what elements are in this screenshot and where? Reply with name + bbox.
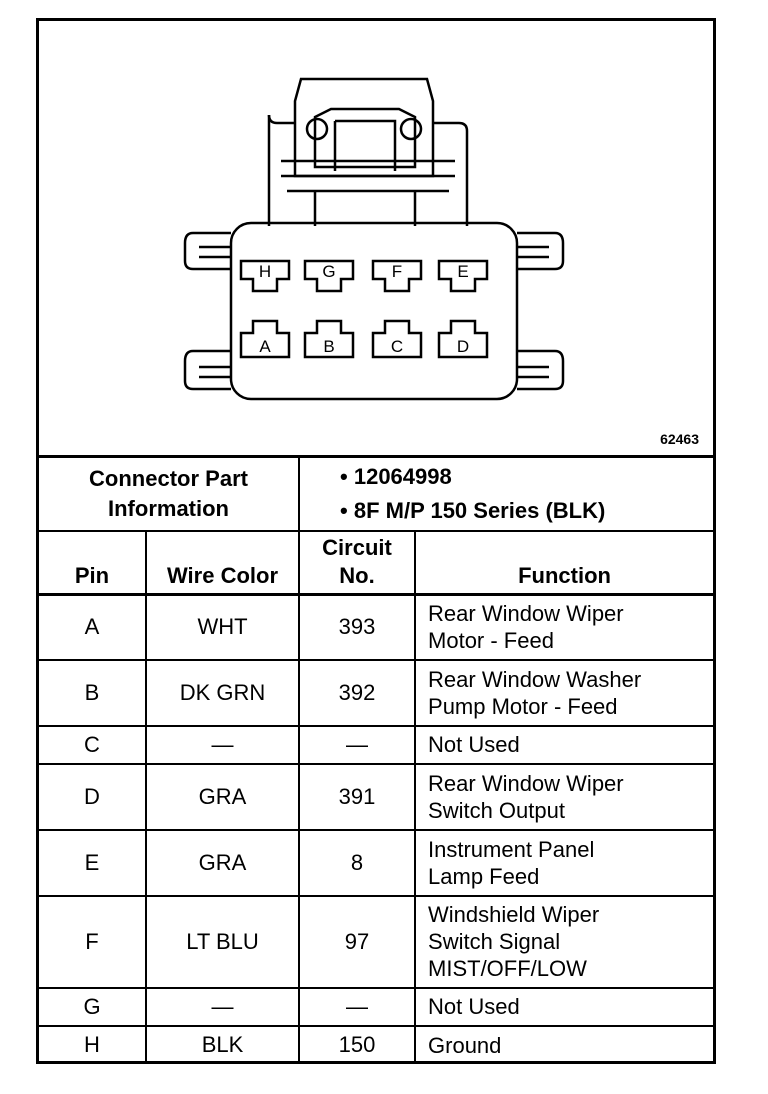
right-upper-wing-lines (517, 247, 549, 257)
pin-cell: B (39, 660, 146, 726)
wire-color-cell: WHT (146, 595, 299, 660)
latch-tongue (335, 121, 395, 171)
circuit-cell: — (299, 726, 415, 764)
left-upper-wing-lines (199, 247, 231, 257)
shroud-ribs (281, 161, 455, 191)
connector-figure (39, 21, 713, 455)
table-row (39, 1026, 713, 1064)
pin-cell: C (39, 726, 146, 764)
function-cell (415, 1026, 713, 1064)
left-lower-wing-lines (199, 367, 231, 377)
table-row (39, 988, 713, 1026)
circuit-cell: 97 (299, 896, 415, 988)
function-line: Not Used (428, 732, 520, 757)
wire-color-cell: — (146, 726, 299, 764)
pin-cell: D (39, 764, 146, 830)
pin-cell: F (39, 896, 146, 988)
function-line: Rear Window Wiper (428, 770, 624, 796)
table-row (39, 660, 713, 726)
circuit-cell: 391 (299, 764, 415, 830)
pin-cell: E (39, 830, 146, 896)
connector-info-item: • 12064998 (340, 463, 452, 489)
connector-info-item: • 8F M/P 150 Series (BLK) (340, 497, 606, 523)
connector-sheet (36, 18, 716, 1064)
pin-cell: H (39, 1026, 146, 1064)
latch-left-knob (307, 119, 327, 139)
function-cell (415, 595, 713, 660)
function-cell (415, 896, 713, 988)
cavity-label-e: E (457, 262, 469, 281)
cavity-label-b: B (323, 337, 335, 356)
right-lower-wing-lines (517, 367, 549, 377)
table-row (39, 726, 713, 764)
pin-cell: G (39, 988, 146, 1026)
function-cell (415, 764, 713, 830)
pinout-table (39, 455, 713, 1064)
right-lower-wing (517, 351, 563, 389)
figure-id: 62463 (660, 431, 699, 447)
function-line: Switch Signal (428, 929, 561, 954)
cavity-label-g: G (322, 262, 336, 281)
circuit-cell: — (299, 988, 415, 1026)
cavity-label-c: C (390, 337, 404, 356)
shroud-right (269, 115, 467, 226)
latch-inner (315, 109, 415, 167)
function-line: Ground (428, 1032, 502, 1058)
wire-color-cell: LT BLU (146, 896, 299, 988)
function-line: Pump Motor - Feed (428, 693, 618, 719)
connector-info-title-line1: Connector Part (89, 465, 248, 491)
function-cell (415, 660, 713, 726)
header-circuit-line2: No. (339, 563, 375, 589)
right-upper-wing (517, 233, 563, 269)
left-lower-wing (185, 351, 231, 389)
function-line: Not Used (428, 994, 520, 1019)
connector-series: 8F M/P 150 Series (BLK) (353, 497, 606, 523)
function-line: Motor - Feed (428, 628, 554, 654)
cavity-label-f: F (391, 262, 403, 281)
connector-drawing (39, 21, 713, 455)
latch-right-knob (401, 119, 421, 139)
wire-color-cell: BLK (146, 1026, 299, 1064)
function-line: Windshield Wiper (428, 902, 600, 927)
shroud-posts (315, 191, 415, 226)
table-row (39, 595, 713, 660)
circuit-cell: 150 (299, 1026, 415, 1064)
pinout-rows (39, 595, 713, 1064)
cavity-label-h: H (258, 262, 272, 281)
circuit-cell: 393 (299, 595, 415, 660)
function-line: MIST/OFF/LOW (428, 956, 587, 981)
wire-color-cell: GRA (146, 764, 299, 830)
header-pin: Pin (39, 531, 146, 595)
function-cell (415, 726, 713, 764)
function-line: Switch Output (428, 797, 565, 823)
connector-info-row (39, 457, 713, 531)
header-row (39, 531, 713, 595)
function-line: Rear Window Washer (428, 666, 642, 692)
circuit-cell: 392 (299, 660, 415, 726)
wire-color-cell: DK GRN (146, 660, 299, 726)
table-row (39, 896, 713, 988)
connector-info-title (39, 457, 299, 531)
connector-info-list (299, 457, 713, 531)
left-upper-wing (185, 233, 231, 269)
table-row (39, 830, 713, 896)
pin-cell: A (39, 595, 146, 660)
function-line: Instrument Panel (428, 836, 595, 862)
connector-info-title-line2: Information (108, 495, 229, 521)
table-row (39, 764, 713, 830)
function-cell (415, 830, 713, 896)
function-cell (415, 988, 713, 1026)
connector-body (231, 223, 517, 399)
cavity-label-a: A (259, 337, 271, 356)
cavity-label-d: D (456, 337, 470, 356)
wire-color-cell: GRA (146, 830, 299, 896)
header-function: Function (415, 531, 713, 595)
function-line: Lamp Feed (428, 863, 540, 889)
header-circuit (299, 531, 415, 595)
part-number: 12064998 (353, 463, 452, 489)
circuit-cell: 8 (299, 830, 415, 896)
header-wire-color: Wire Color (146, 531, 299, 595)
header-circuit-line1: Circuit (322, 535, 392, 561)
function-line: Rear Window Wiper (428, 601, 624, 627)
wire-color-cell: — (146, 988, 299, 1026)
